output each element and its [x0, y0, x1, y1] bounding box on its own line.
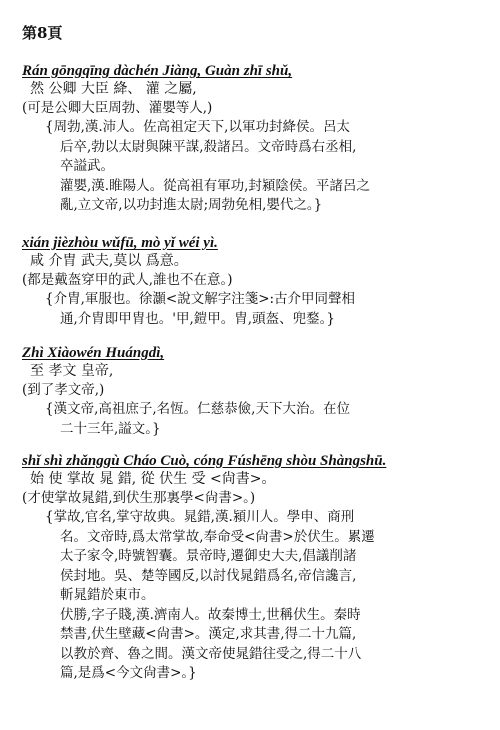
page-number-label: 第8頁: [22, 24, 63, 42]
note-line: {掌故,官名,掌守故典。晁錯,漢.潁川人。學申、商刑: [45, 509, 355, 525]
note-line: 卒謚武。: [60, 158, 114, 174]
note-line: {介胄,軍服也。徐灝<說文解字注箋>:古介甲同聲相: [45, 291, 356, 307]
annotation-note: [22, 400, 484, 439]
chinese-text-line: 至 孝文 皇帝,: [30, 363, 114, 379]
note-line: 禁書,伏生壁藏<尙書>。漢定,求其書,得二十九篇,: [60, 626, 357, 642]
note-line: 斬晁錯於東市。: [60, 587, 155, 603]
translation-line: (到了孝文帝,): [22, 382, 105, 398]
note-line: 名。文帝時,爲太常掌故,奉命受<尙書>於伏生。累遷: [60, 528, 375, 545]
pinyin-line: xián jièzhòu wǔfū, mò yǐ wéi yì.: [22, 235, 218, 251]
note-line: 灌嬰,漢.睢陽人。從高祖有軍功,封潁陰侯。平諸呂之: [60, 177, 370, 194]
note-line: 伏勝,字子賤,漢.濟南人。故秦博士,世稱伏生。秦時: [60, 606, 361, 623]
note-line: 亂,立文帝,以功封進太尉;周勃免相,嬰代之。}: [60, 197, 323, 213]
translation-line: (才使掌故晁錯,到伏生那裏學<尙書>。): [22, 490, 256, 506]
pinyin-line: Rán gōngqīng dàchén Jiàng, Guàn zhī shǔ,: [22, 63, 293, 79]
chinese-text-line: 然 公卿 大臣 絳、 灌 之屬,: [30, 81, 197, 97]
section-3: [22, 344, 484, 439]
note-line: 篇,是爲<今文尙書>。}: [60, 665, 197, 681]
section-4: [22, 452, 484, 684]
translation-line: (可是公卿大臣周勃、灌嬰等人,): [22, 100, 213, 116]
section-2: [22, 234, 484, 329]
annotation-note: [22, 508, 484, 684]
note-line: 通,介胄即甲胄也。'甲,鎧甲。胄,頭盔、兜鍪。}: [60, 310, 335, 327]
chinese-text-line: 咸 介胄 武夫,莫以 爲意。: [30, 253, 188, 269]
note-line: {漢文帝,高祖庶子,名恆。仁慈恭儉,天下大治。在位: [45, 401, 350, 417]
note-line: 侯封地。吳、楚等國反,以討伐晁錯爲名,帝信讒言,: [60, 567, 357, 584]
chinese-text-line: 始 使 掌故 晁 錯, 從 伏生 受 <尙書>。: [30, 471, 276, 487]
section-1: [22, 62, 484, 216]
note-line: {周勃,漢.沛人。佐高祖定天下,以軍功封絳侯。呂太: [45, 119, 350, 135]
note-line: 以教於齊、魯之間。漢文帝使晁錯往受之,得二十八: [60, 645, 362, 662]
note-line: 后卒,勃以太尉與陳平謀,殺諸呂。文帝時爲右丞相,: [60, 138, 357, 155]
translation-line: (都是戴盔穿甲的武人,誰也不在意。): [22, 272, 233, 288]
annotation-note: [22, 118, 484, 216]
pinyin-line: shǐ shì zhǎnggù Cháo Cuò, cóng Fúshēng shòu Shàngshū.: [22, 453, 387, 469]
pinyin-line: Zhì Xiàowén Huángdì,: [22, 345, 165, 361]
note-line: 二十三年,謚文。}: [60, 420, 161, 437]
annotation-note: [22, 290, 484, 329]
note-line: 太子家令,時號智囊。景帝時,遷御史大夫,倡議削諸: [60, 548, 357, 564]
